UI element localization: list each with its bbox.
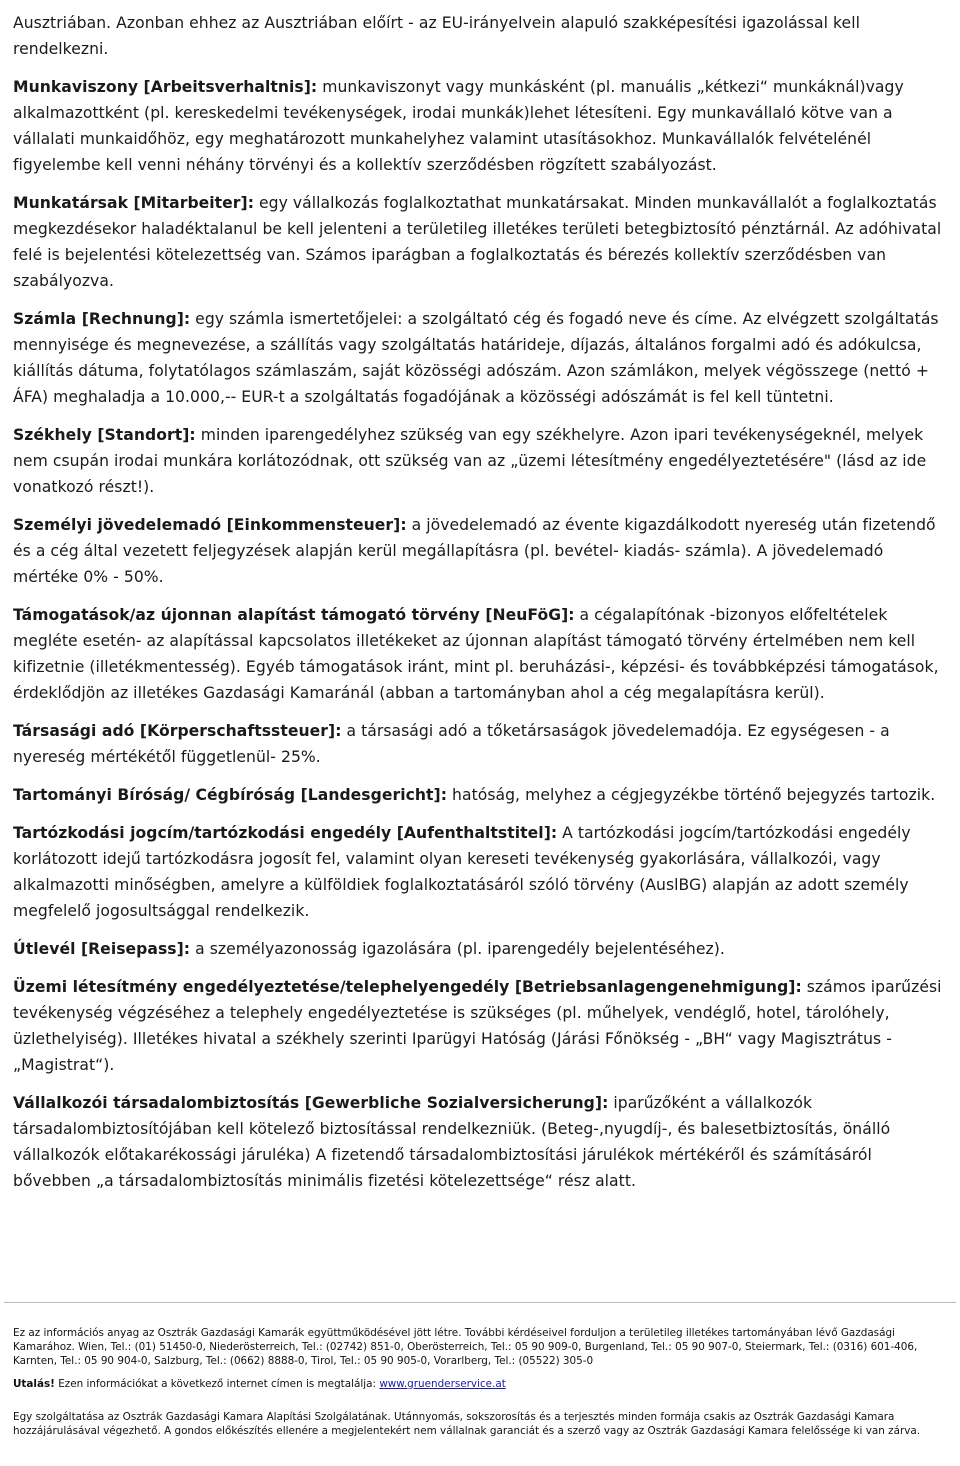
footer-tip-text: Ezen információkat a következő internet címen is megtalálja:: [54, 1377, 380, 1390]
glossary-definition: munkaviszonyt vagy munkásként (pl. manuális „kétkezi“ munkáknál)vagy alkalmazottként (pl. kereskedelmi tevékenységek, irodai munkák)lehet létesíteni. Egy munkavállaló kötve van a vállalati munkaidőhöz, egy meghatározott munkahelyhez valamint utasításokhoz. Munkavállalók felvételénél figyelembe kell venni néhány törvényi és a kollektív szerződésben rögzített szabályozást.: [13, 78, 904, 174]
glossary-list: [13, 74, 945, 1194]
glossary-definition: a cégalapítónak -bizonyos előfeltételek megléte esetén- az alapítással kapcsolatos illetékeket az újonnan alapítást támogató törvény értelmében nem kell kifizetnie (illetékmentesség). Egyéb támogatások iránt, mint pl. beruházási-, képzési- és továbbképzési támogatások, érdeklődjön az illetékes Gazdasági Kamaránál (abban a tartományban ahol a cég megalapításra kerül).: [13, 606, 939, 702]
glossary-definition: számos iparűzési tevékenység végzéséhez a telephely engedélyeztetése is szükséges (pl. műhelyek, vendéglő, hotel, tárolóhely, üzlethelyiség). Illetékes hivatal a székhely szerinti Iparügyi Hatóság (Járási Főnökség - „BH“ vagy Magisztrátus - „Magistrat“).: [13, 978, 942, 1074]
glossary-entry: [13, 190, 945, 294]
footer-tip: [13, 1377, 945, 1391]
footer-divider: [4, 1302, 956, 1303]
footer-tip-label: Utalás!: [13, 1377, 55, 1390]
glossary-term: Tartományi Bíróság/ Cégbíróság [Landesgericht]:: [13, 786, 448, 804]
footer-website-link[interactable]: www.gruenderservice.at: [379, 1377, 506, 1390]
glossary-definition: egy vállalkozás foglalkoztathat munkatársakat. Minden munkavállalót a foglalkoztatás megkezdésekor haladéktalanul be kell jelenteni a területileg illetékes területi betegbiztosító pénztárnál. Az adóhivatal felé is bejelentési kötelezettség van. Számos iparágban a foglalkoztatás és bérezés kollektív szerződésben van szabályozva.: [13, 194, 942, 290]
glossary-entry: [13, 820, 945, 924]
intro-paragraph: Ausztriában. Azonban ehhez az Ausztriában előírt - az EU-irányelvein alapuló szakképesítési igazolással kell rendelkezni.: [13, 14, 860, 58]
glossary-entry: [13, 512, 945, 590]
glossary-definition: minden iparengedélyhez szükség van egy székhelyre. Azon ipari tevékenységeknél, melyek nem csupán irodai munkára korlátozódnak, ott szükség van az „üzemi létesítmény engedélyeztetésére" (lásd az ide vonatkozó részt!).: [13, 426, 927, 496]
glossary-entry: [13, 74, 945, 178]
document-body: [13, 10, 945, 1206]
glossary-term: Útlevél [Reisepass]:: [13, 940, 191, 958]
footer-contact-text: Ez az információs anyag az Osztrák Gazdasági Kamarák együttműködésével jött létre. További kérdéseivel forduljon a területileg illetékes tartományában lévő Gazdasági Kamarához. Wien, Tel.: (01) 51450-0, Niederösterreich, Tel.: (02742) 851-0, Oberösterreich, Tel.: 05 90 909-0, Burgenland, Tel.: 05 90 907-0, Steiermark, Tel.: (0316) 601-406, Karnten, Tel.: 05 90 904-0, Salzburg, Tel.: (0662) 8888-0, Tirol, Tel.: 05 90 905-0, Vorarlberg, Tel.: (05522) 305-0: [13, 1327, 918, 1368]
glossary-entry: [13, 422, 945, 500]
glossary-definition: egy számla ismertetőjelei: a szolgáltató cég és fogadó neve és címe. Az elvégzett szolgáltatás mennyisége és megnevezése, a szállítás vagy szolgáltatás határideje, díjazás, általános forgalmi adó és adókulcsa, kiállítás dátuma, folytatólagos számlaszám, saját közösségi adószám. Azon számlákon, melyek végösszege (nettó + ÁFA) meghaladja a 10.000,-- EUR-t a szolgáltatás fogadójának a közösségi adószámát is fel kell tüntetni.: [13, 310, 939, 406]
glossary-entry: [13, 718, 945, 770]
glossary-entry: [13, 602, 945, 706]
glossary-term: Munkatársak [Mitarbeiter]:: [13, 194, 255, 212]
glossary-definition: a személyazonosság igazolására (pl. iparengedély bejelentéséhez).: [190, 940, 725, 958]
glossary-term: Támogatások/az újonnan alapítást támogató törvény [NeuFöG]:: [13, 606, 575, 624]
glossary-term: Tartózkodási jogcím/tartózkodási engedély [Aufenthaltstitel]:: [13, 824, 558, 842]
glossary-definition: A tartózkodási jogcím/tartózkodási engedély korlátozott idejű tartózkodásra jogosít fel, valamint olyan kereseti tevékenység gyakorlására, vállalkozói, vagy alkalmazotti minőségben, amelyre a külföldiek foglalkoztatásáról szóló törvény (AuslBG) alapján az adott személy megfelelő jogosultsággal rendelkezik.: [13, 824, 911, 920]
footer-disclaimer: Egy szolgáltatása az Osztrák Gazdasági Kamara Alapítási Szolgálatának. Utánnyomás, sokszorosítás és a terjesztés minden formája csakis az Osztrák Gazdasági Kamara hozzájárulásával végezhető. A gondos előkészítés ellenére a megjelentekért nem vállalnak garanciát és a szerző vagy az Osztrák Gazdasági Kamara felelőssége ki van zárva.: [13, 1410, 921, 1438]
glossary-term: Munkaviszony [Arbeitsverhaltnis]:: [13, 78, 318, 96]
glossary-definition: a jövedelemadó az évente kigazdálkodott nyereség után fizetendő és a cég által vezetett feljegyzések alapján kerül megállapításra (pl. bevétel- kiadás- számla). A jövedelemadó mértéke 0% - 50%.: [13, 516, 936, 586]
glossary-term: Üzemi létesítmény engedélyeztetése/telephelyengedély [Betriebsanlagengenehmigung]:: [13, 978, 802, 996]
glossary-entry: [13, 306, 945, 410]
glossary-definition: a társasági adó a tőketársaságok jövedelemadója. Ez egységesen - a nyereség mértékétől függetlenül- 25%.: [13, 722, 890, 766]
glossary-entry: [13, 1090, 945, 1194]
glossary-term: Számla [Rechnung]:: [13, 310, 191, 328]
glossary-term: Társasági adó [Körperschaftssteuer]:: [13, 722, 342, 740]
glossary-term: Személyi jövedelemadó [Einkommensteuer]:: [13, 516, 407, 534]
glossary-entry: [13, 936, 945, 962]
glossary-term: Vállalkozói társadalombiztosítás [Gewerbliche Sozialversicherung]:: [13, 1094, 609, 1112]
glossary-definition: hatóság, melyhez a cégjegyzékbe történő bejegyzés tartozik.: [447, 786, 936, 804]
glossary-entry: [13, 782, 945, 808]
glossary-term: Székhely [Standort]:: [13, 426, 196, 444]
glossary-entry: [13, 974, 945, 1078]
footer: [13, 1326, 945, 1438]
glossary-definition: iparűzőként a vállalkozók társadalombiztosítójában kell kötelező biztosítással rendelkezniük. (Beteg-,nyugdíj-, és balesetbiztosítás, önálló vállalkozók előtakarékossági járuléka) A fizetendő társadalombiztosítási járulékok mértékéről és számításáról bővebben „a társadalombiztosítás minimális fizetési kötelezettsége“ rész alatt.: [13, 1094, 891, 1190]
